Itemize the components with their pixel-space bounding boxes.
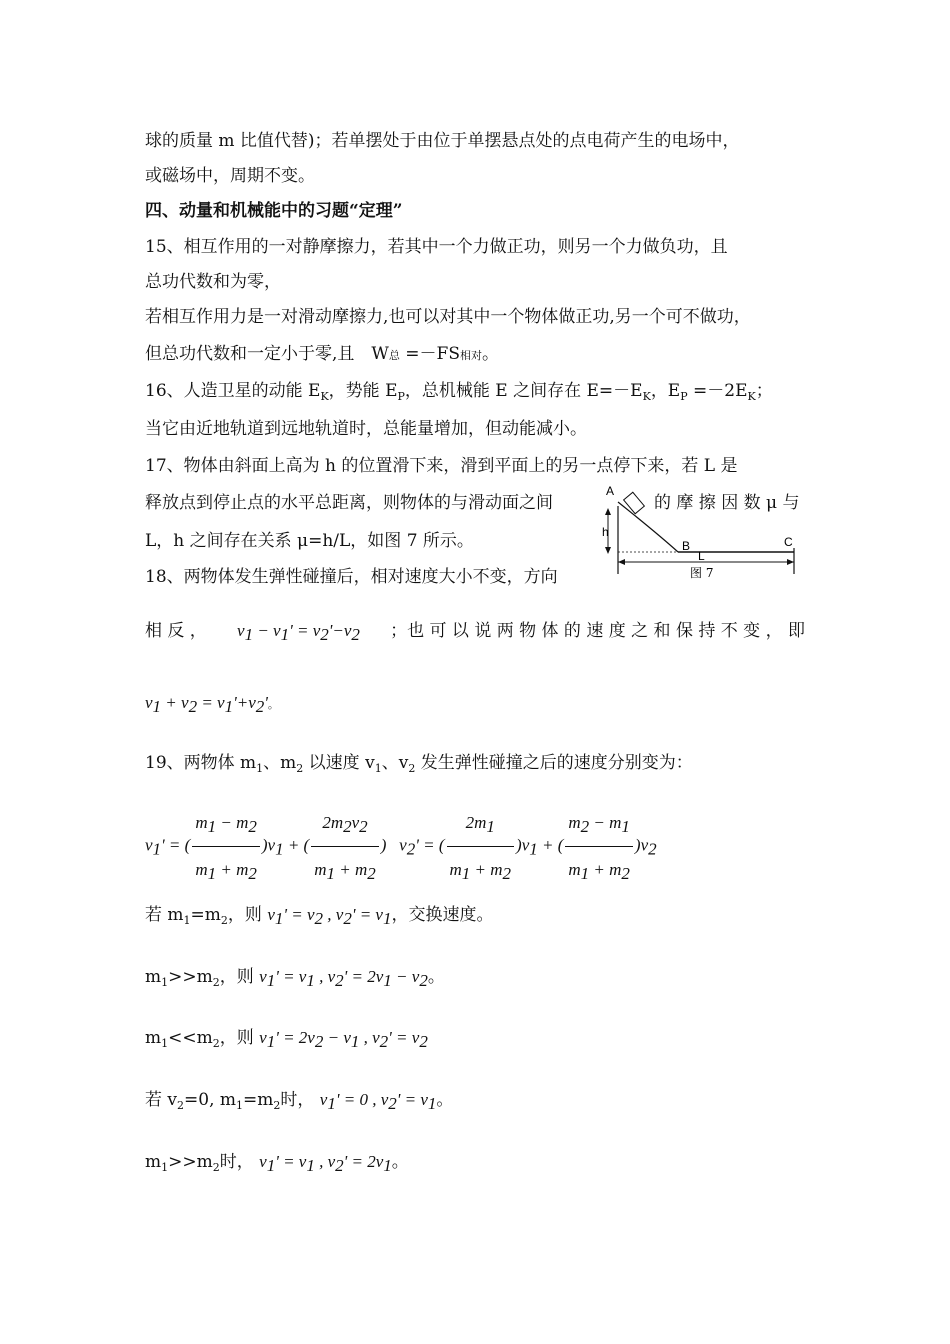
subscript: K xyxy=(747,390,756,403)
text-line: 总功代数和为零， xyxy=(145,272,281,292)
equation-relative-velocity: $v_1 - v_1' = v_2'-v_2$ xyxy=(237,621,360,644)
text-segment: =－FS xyxy=(405,344,460,364)
text-segment: 若 v xyxy=(145,1090,178,1110)
text-segment: >>m xyxy=(168,967,213,987)
subscript: 2 xyxy=(296,762,304,775)
text-line: 17、物体由斜面上高为 h 的位置滑下来，滑到平面上的另一点停下来，若 L 是 xyxy=(145,456,738,476)
subscript: 1 xyxy=(161,1161,169,1174)
arrow-head-right xyxy=(787,559,794,565)
text-segment: ，E xyxy=(650,381,681,401)
subscript: 总 xyxy=(388,349,400,362)
text-segment: <<m xyxy=(168,1028,213,1048)
text-line xyxy=(145,904,493,926)
label-h: h xyxy=(602,525,609,539)
text-line: 18、两物体发生弹性碰撞后，相对速度大小不变，方向 xyxy=(145,567,558,587)
text-segment: 时， xyxy=(280,1090,315,1110)
text-segment: 若 m xyxy=(145,905,184,925)
text-line xyxy=(145,966,445,988)
text-segment: ，总机械能 E 之间存在 E=－E xyxy=(404,381,643,401)
text-segment: 以速度 v xyxy=(303,753,375,773)
subscript: K xyxy=(320,390,329,403)
text-line xyxy=(145,1089,453,1111)
equation-target-at-rest: $v_1' = 0$ , $v_2' = v_1$ xyxy=(319,1090,437,1113)
text-segment: 。 xyxy=(427,967,445,987)
text-segment: >>m xyxy=(168,1152,213,1172)
text-segment: =0, m xyxy=(184,1090,237,1110)
text-segment: ，势能 E xyxy=(328,381,398,401)
subscript: 1 xyxy=(183,914,191,927)
subscript: 2 xyxy=(177,1099,185,1112)
text-line xyxy=(145,692,279,716)
sliding-block xyxy=(624,492,645,514)
label-a: A xyxy=(606,484,615,498)
label-l: L xyxy=(698,549,705,563)
subscript: 2 xyxy=(220,914,228,927)
equation-heavy-on-rest: $v_1' = v_1$ , $v_2' = 2v_1$ xyxy=(259,1152,392,1175)
subscript: 2 xyxy=(408,762,416,775)
text-segment: =－2E xyxy=(687,381,748,401)
incline-curve xyxy=(618,502,678,552)
text-segment: ，则 xyxy=(227,905,262,925)
text-line: 当它由近地轨道到远地轨道时，总能量增加，但动能减小。 xyxy=(145,419,587,439)
text-line: 15、相互作用的一对静摩擦力，若其中一个力做正功，则另一个力做负功，且 xyxy=(145,237,728,257)
text-segment: m xyxy=(145,1152,162,1172)
subscript: 2 xyxy=(273,1099,281,1112)
text-line xyxy=(145,1027,428,1049)
text-line xyxy=(145,620,805,642)
subscript: 1 xyxy=(161,976,169,989)
text-line xyxy=(145,380,773,402)
text-segment: 释放点到停止点的水平总距离，则物体的与滑动面之间 xyxy=(145,493,553,513)
text-segment: 但总功代数和一定小于零,且 W xyxy=(145,344,389,364)
text-segment: 19、两物体 m xyxy=(145,753,257,773)
text-segment: =m xyxy=(243,1090,274,1110)
arrow-head-left xyxy=(618,559,625,565)
figure-caption: 图 7 xyxy=(690,566,714,580)
equation-velocity-sum: $v_1 + v_2 = v_1'+v_2'$ xyxy=(145,693,268,716)
text-line: L，h 之间存在关系 μ=h/L，如图 7 所示。 xyxy=(145,531,474,551)
label-c: C xyxy=(784,535,793,549)
arrow-head-up xyxy=(605,508,611,515)
figure-7-incline-diagram xyxy=(598,484,798,584)
section-heading: 四、动量和机械能中的习题“定理” xyxy=(145,201,403,221)
subscript: 2 xyxy=(212,1037,220,1050)
text-segment: 、m xyxy=(263,753,297,773)
subscript: 1 xyxy=(161,1037,169,1050)
equation-final-velocities: $v_1'$ = ( $\frac{m_1 - m_2}{m_1 + m_2}$ )$v_1$ + ( $\frac{2m_2v_2}{m_1 + m_2}$ ) $v_2'$ = ( $\frac{2m_1}{m_1 + m_2}$ )$v_1$ + ( $\frac{m_2 - m_1}{m_1 + m_2}$ )$v_2$ xyxy=(145,800,657,893)
text-segment: m xyxy=(145,967,162,987)
text-segment: ；也 可 以 说 两 物 体 的 速 度 之 和 保 持 不 变 ， 即 xyxy=(390,621,805,641)
subscript: K xyxy=(642,390,651,403)
subscript: P xyxy=(397,390,405,403)
text-line xyxy=(145,752,693,774)
text-segment: 、v xyxy=(381,753,409,773)
text-segment: 。 xyxy=(391,1152,409,1172)
text-line: 或磁场中，周期不变。 xyxy=(145,166,315,186)
subscript: P xyxy=(680,390,688,403)
text-segment: 相 反 ， xyxy=(145,621,207,641)
label-b: B xyxy=(682,539,691,553)
subscript: 相对 xyxy=(459,349,482,362)
equation-light-first: $v_1' = 2v_2 - v_1$ , $v_2' = v_2$ xyxy=(259,1028,428,1051)
text-segment: 16、人造卫星的动能 E xyxy=(145,381,321,401)
text-line xyxy=(145,492,553,514)
text-line: 的 摩 擦 因 数 μ 与 xyxy=(654,493,800,513)
text-segment: 。 xyxy=(481,344,499,364)
text-segment: 时， xyxy=(219,1152,254,1172)
subscript: 2 xyxy=(212,976,220,989)
subscript: 1 xyxy=(236,1099,244,1112)
subscript: 2 xyxy=(212,1161,220,1174)
text-segment: ，交换速度。 xyxy=(391,905,494,925)
subscript: 1 xyxy=(256,762,264,775)
text-segment: ； xyxy=(755,381,773,401)
text-segment: ，则 xyxy=(219,1028,254,1048)
arrow-head-down xyxy=(605,547,611,554)
text-line: 球的质量 m 比值代替)；若单摆处于由位于单摆悬点处的点电荷产生的电场中， xyxy=(145,131,740,151)
text-segment: ，则 xyxy=(219,967,254,987)
subscript: 1 xyxy=(374,762,382,775)
text-segment: =m xyxy=(190,905,221,925)
equation-heavy-first: $v_1' = v_1$ , $v_2' = 2v_1 - v_2$ xyxy=(259,967,428,990)
equation-equal-mass: $v_1' = v_2$ , $v_2' = v_1$ xyxy=(267,905,392,928)
text-segment: 。 xyxy=(267,698,279,711)
text-segment: m xyxy=(145,1028,162,1048)
text-segment: 。 xyxy=(436,1090,454,1110)
text-line: 若相互作用力是一对滑动摩擦力,也可以对其中一个物体做正功,另一个可不做功， xyxy=(145,307,751,327)
text-line xyxy=(145,343,499,367)
text-line xyxy=(145,1151,409,1173)
text-segment: 发生弹性碰撞之后的速度分别变为： xyxy=(415,753,693,773)
